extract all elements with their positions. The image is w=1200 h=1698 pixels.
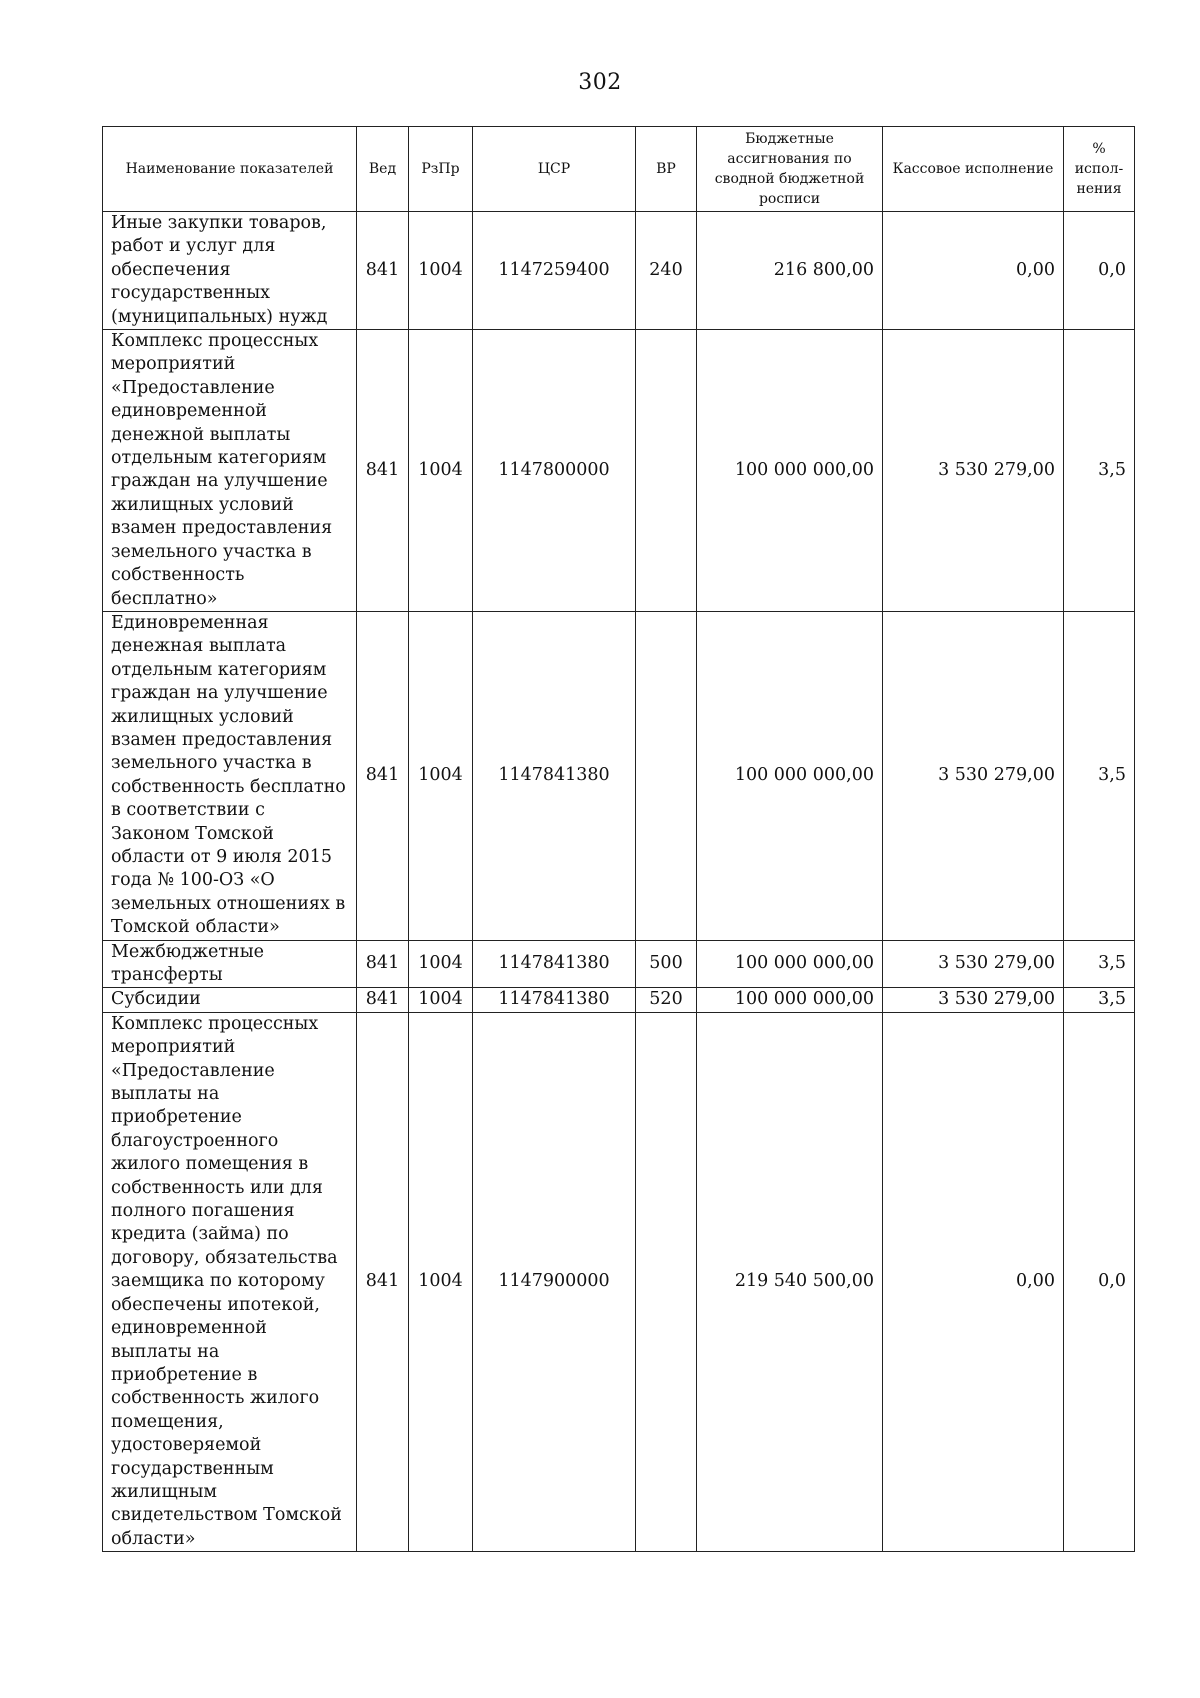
row-rzpr: 1004 — [409, 212, 473, 330]
row-name: Субсидии — [103, 988, 357, 1012]
row-cash: 3 530 279,00 — [883, 330, 1064, 612]
row-vr — [636, 611, 697, 940]
row-percent: 0,0 — [1064, 212, 1135, 330]
row-budget: 100 000 000,00 — [697, 330, 883, 612]
row-ved: 841 — [357, 940, 409, 988]
table-header-row — [103, 127, 1135, 212]
row-percent: 3,5 — [1064, 988, 1135, 1012]
row-vr — [636, 330, 697, 612]
row-cash: 3 530 279,00 — [883, 988, 1064, 1012]
row-cash: 0,00 — [883, 212, 1064, 330]
table-row — [103, 611, 1135, 940]
row-csr: 1147900000 — [473, 1012, 636, 1551]
row-name: Единовременная денежная выплата отдельным категориям граждан на улучшение жилищных условий взамен предоставления земельного участка в собственность бесплатно в соответствии с Законом Томской области от 9 июля 2015 года № 100-ОЗ «О земельных отношениях в Томской области» — [103, 611, 357, 940]
row-cash: 3 530 279,00 — [883, 611, 1064, 940]
row-percent: 3,5 — [1064, 330, 1135, 612]
row-name: Межбюджетные трансферты — [103, 940, 357, 988]
table-row — [103, 330, 1135, 612]
header-cash: Кассовое исполнение — [883, 127, 1064, 212]
row-vr — [636, 1012, 697, 1551]
header-vr: ВР — [636, 127, 697, 212]
row-vr: 520 — [636, 988, 697, 1012]
header-name: Наименование показателей — [103, 127, 357, 212]
row-rzpr: 1004 — [409, 940, 473, 988]
row-name: Комплекс процессных мероприятий «Предоставление выплаты на приобретение благоустроенного жилого помещения в собственность или для полного погашения кредита (займа) по договору, обязательства заемщика по которому обеспечены ипотекой, единовременной выплаты на приобретение в собственность жилого помещения, удостоверяемой государственным жилищным свидетельством Томской области» — [103, 1012, 357, 1551]
row-budget: 100 000 000,00 — [697, 611, 883, 940]
row-ved: 841 — [357, 988, 409, 1012]
row-csr: 1147841380 — [473, 940, 636, 988]
table-row — [103, 1012, 1135, 1551]
row-rzpr: 1004 — [409, 1012, 473, 1551]
row-budget: 100 000 000,00 — [697, 988, 883, 1012]
row-cash: 3 530 279,00 — [883, 940, 1064, 988]
row-name: Комплекс процессных мероприятий «Предоставление единовременной денежной выплаты отдельным категориям граждан на улучшение жилищных условий взамен предоставления земельного участка в собственность бесплатно» — [103, 330, 357, 612]
header-budget: Бюджетные ассигнования по сводной бюджетной росписи — [697, 127, 883, 212]
row-name: Иные закупки товаров, работ и услуг для обеспечения государственных (муниципальных) нужд — [103, 212, 357, 330]
row-rzpr: 1004 — [409, 988, 473, 1012]
row-vr: 500 — [636, 940, 697, 988]
row-ved: 841 — [357, 212, 409, 330]
row-ved: 841 — [357, 611, 409, 940]
row-ved: 841 — [357, 330, 409, 612]
header-percent: % испол-нения — [1064, 127, 1135, 212]
row-vr: 240 — [636, 212, 697, 330]
budget-execution-table — [102, 126, 1135, 1552]
page-number: 302 — [578, 70, 622, 95]
row-csr: 1147800000 — [473, 330, 636, 612]
row-csr: 1147259400 — [473, 212, 636, 330]
row-budget: 216 800,00 — [697, 212, 883, 330]
row-rzpr: 1004 — [409, 611, 473, 940]
row-ved: 841 — [357, 1012, 409, 1551]
header-csr: ЦСР — [473, 127, 636, 212]
table-row — [103, 212, 1135, 330]
header-ved: Вед — [357, 127, 409, 212]
row-rzpr: 1004 — [409, 330, 473, 612]
row-percent: 0,0 — [1064, 1012, 1135, 1551]
row-cash: 0,00 — [883, 1012, 1064, 1551]
row-csr: 1147841380 — [473, 988, 636, 1012]
row-budget: 219 540 500,00 — [697, 1012, 883, 1551]
table-row — [103, 940, 1135, 988]
row-budget: 100 000 000,00 — [697, 940, 883, 988]
row-percent: 3,5 — [1064, 940, 1135, 988]
row-percent: 3,5 — [1064, 611, 1135, 940]
table-row — [103, 988, 1135, 1012]
header-rzpr: РзПр — [409, 127, 473, 212]
row-csr: 1147841380 — [473, 611, 636, 940]
